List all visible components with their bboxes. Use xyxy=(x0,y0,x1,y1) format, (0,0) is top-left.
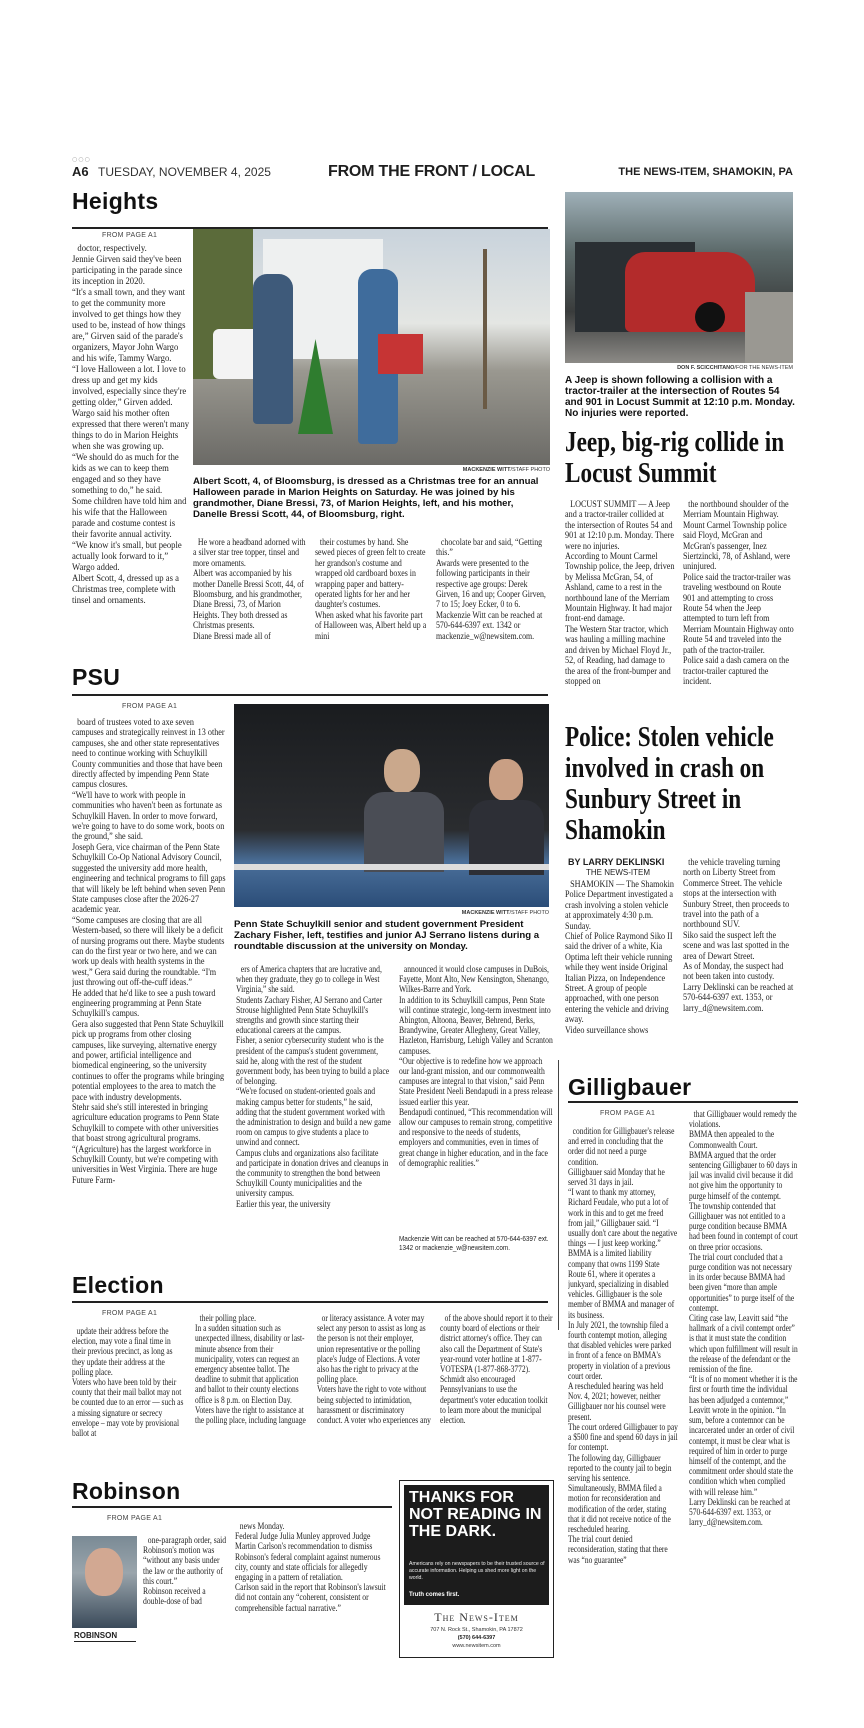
robinson-headshot xyxy=(72,1536,137,1628)
heights-column-3: chocolate bar and said, “Getting this.” Awards were presented to the following participants in their respective age groups: Derek Girven, 16 and up; Cooper Girven, 7 to 15; Joey Ecker, 0 to 6. Mackenzie Witt can be reached at 570-644-6397 ext. 1342 or mackenzie_w@newsitem.com. xyxy=(436,538,546,642)
photo-credit xyxy=(600,365,793,372)
robinson-section-title: Robinson xyxy=(72,1478,181,1504)
gilligbauer-column-1: condition for Gilligbauer's release and erred in concluding that the order did not need a purge condition. Gilligbauer said Monday that he served 31 days in jail. “I want to thank my attorney, Richard Feudale, who put a lot of work in this and to get me freed from jail,” Gilligbauer said. “I usually don't care about the negative things — I just keep working.” BMMA is a limited liability company that owns 1199 State Route 61, where it operates a junkyard, specializing in disabled vehicles. Gilligbauer is the sole member of BMMA and manager of its business. In July 2021, the township filed a fourth contempt motion, alleging that disabled vehicles were parked in front of a fence on BMMA's property in violation of a previous court order. A rescheduled hearing was held Nov. 4, 2021; however, neither Gilligbauer nor his counsel were present. The court ordered Gilligbauer to pay a $500 fine and spend 60 days in jail for contempt. The following day, Gilligbauer reported to the county jail to begin serving his sentence. Simultaneously, BMMA filed a motion for reconsideration and modification of the order, stating that it did not receive notice of the rescheduled hearing. The trial court denied reconsideration, stating that there was “no guarantee” xyxy=(568,1127,678,1566)
paper-name: THE NEWS-ITEM, SHAMOKIN, PA xyxy=(618,166,793,178)
jump-label: FROM PAGE A1 xyxy=(600,1110,656,1117)
divider xyxy=(72,1506,392,1508)
photo-credit xyxy=(400,467,550,474)
election-column-1: update their address before the election, may vote a final time in their previous precinct, as long as they update their address at the polling place. Voters who have been told by their county that their mail ballot may not be counted due to an error — such as a missing signature or secrecy envelope – may vote by provisional ballot at xyxy=(72,1327,184,1440)
photo-caption: Albert Scott, 4, of Bloomsburg, is dressed as a Christmas tree for an annual Halloween parade in Marion Heights on Saturday. He was joined by his grandmother, Diane Bressi, 73, of Marion Heights, left, and his mother, Danelle Bressi Scott, 44, of Bloomsburg, right. xyxy=(193,476,539,520)
divider xyxy=(568,1101,798,1103)
robinson-column-2: news Monday. Federal Judge Julia Munley approved Judge Martin Carlson's recommendation to dismiss Robinson's federal complaint against numerous city, county and state officials for allegedly engaging in a pattern of retaliation. Carlson said in the report that Robinson's lawsuit did not contain any “coherent, consistent or comprehensible factual narrative.” xyxy=(235,1522,386,1614)
divider xyxy=(72,694,548,696)
gilligbauer-section-title: Gilligbauer xyxy=(568,1074,692,1100)
ad-logo: The News-Item xyxy=(434,1610,519,1624)
byline: BY LARRY DEKLINSKI xyxy=(568,857,665,867)
heights-column-2: their costumes by hand. She sewed pieces of green felt to create her grandson's costume and wrapped old cardboard boxes in wrapping paper and battery-operated lights for her and her daughter's costumes. When asked what his favorite part of Halloween was, Albert held up a mini xyxy=(315,538,427,642)
heights-section-title: Heights xyxy=(72,188,159,214)
election-column-2: their polling place. In a sudden situation such as unexpected illness, disability or last-minute absence from their municipality, voters can request an emergency absentee ballot. The deadline to submit that application and ballot to their county elections office is 8 p.m. on Election Day. Voters have the right to assistance at the polling place, including language xyxy=(195,1314,306,1427)
jump-label: FROM PAGE A1 xyxy=(122,703,178,710)
heights-column-1: He wore a headband adorned with a silver star tree topper, tinsel and more ornaments. Albert was accompanied by his mother Danelle Bressi Scott, 44, of Bloomsburg, and his grandmother, Diane Bressi, 73, of Marion Heights. They both dressed as Christmas presents. Diane Bressi made all of xyxy=(193,538,306,642)
election-column-3: or literacy assistance. A voter may select any person to assist as long as the person is not their employer, union representative or the polling place's Judge of Elections. A voter also has the right to privacy at the polling place. Voters have the right to vote without being subjected to intimidation, harassment or discriminatory conduct. A voter who experiences any xyxy=(317,1314,431,1427)
photo-caption: Penn State Schuylkill senior and student government President Zachary Fisher, left, testifies and junior AJ Serrano listens during a roundtable discussion at the university on Monday. xyxy=(234,919,540,952)
police-column-2: the vehicle traveling turning north on Liberty Street from Commerce Street. The vehicle stops at the intersection with Sunbury Street, then proceeds to travel into the path of a northbound SUV. Siko said the suspect left the scene and was last spotted in the area of Dewart Street. As of Monday, the suspect had not been taken into custody. Larry Deklinski can be reached at 570-644-6397 ext. 1353, or larry_d@newsitem.com. xyxy=(683,858,794,1014)
credit-name: MACKENZIE WITT xyxy=(461,910,510,916)
halloween-parade-photo xyxy=(193,229,550,465)
police-headline: Police: Stolen vehicle involved in crash on Sunbury Street in Shamokin xyxy=(565,721,774,846)
issue-date: TUESDAY, NOVEMBER 4, 2025 xyxy=(98,165,271,179)
jump-label: FROM PAGE A1 xyxy=(102,1310,158,1317)
roundtable-photo xyxy=(234,704,549,907)
newspaper-ad[interactable] xyxy=(399,1480,554,1658)
jeep-column-1: LOCUST SUMMIT — A Jeep and a tractor-trailer collided at the intersection of Routes 54 and 901 at 12:10 p.m. Monday. There were no injuries. According to Mount Carmel Township police, the Jeep, driven by Melissa McGran, 54, of Ashland, came to a rest in the northbound lane of the Merriam Mountain Highway. It had major front-end damage. The Western Star tractor, which was hauling a milling machine and driven by Michael Floyd Jr., 52, of Reading, had damage to the area of the front-bumper and stopped on xyxy=(565,500,675,687)
divider xyxy=(72,1301,548,1303)
jeep-headline: Jeep, big-rig collide in Locust Summit xyxy=(565,426,785,489)
section-title: FROM THE FRONT / LOCAL xyxy=(328,163,536,180)
credit-name: MACKENZIE WITT xyxy=(462,467,511,473)
jump-label: FROM PAGE A1 xyxy=(102,232,158,239)
psu-column-3: Mackenzie Witt can be reached at 570-644-6397 ext. 1342 or mackenzie_w@newsitem.com. xyxy=(399,1234,549,1252)
gilligbauer-column-2: that Gilligbauer would remedy the violations. BMMA then appealed to the Commonwealth Court. BMMA argued that the order sentencing Gilligbauer to 60 days in jail was invalid civil because it did not give him the opportunity to purge himself of the contempt. The township contended that Gilligbauer was not entitled to a purge condition because BMMA had been found in contempt of court on three prior occasions. The trial court concluded that a purge condition was not necessary in its order because BMMA had been given “more than ample opportunities” to purge itself of the contempt. Citing case law, Leavitt said “the hallmark of a civil contempt order” is that it must state the condition which upon fulfillment will result in the release of the defendant or the remission of the fine. “It is of no moment whether it is the first or fourth time the individual has been adjudged a contemnor,” Leavitt wrote in the opinion. “In sum, before a contemnor can be incarcerated under an order of civil contempt, it must be clear what is required of him in order to purge himself of the contempt, and the commitment order should state the condition which when complied with will release him.” Larry Deklinski can be reached at 570-644-6397 ext. 1353, or larry_d@newsitem.com. xyxy=(689,1110,798,1529)
ad-address: 707 N. Rock St., Shamokin, PA 17872 xyxy=(430,1627,523,1633)
ad-body: Americans rely on newspapers to be their trusted source of accurate information. Helping us shed more light on the world. xyxy=(409,1561,545,1581)
election-column-4: of the above should report it to their county board of elections or their district attorney's office. They can also call the Department of State's year-round voter hotline at 1-877-VOTESPA (1-877-868-3772). Schmidt also encouraged Pennsylvanians to use the department's voter education toolkit to learn more about the municipal election. xyxy=(440,1314,553,1427)
credit-org: /STAFF PHOTO xyxy=(509,910,549,916)
credit-org: /FOR THE NEWS-ITEM xyxy=(734,365,793,371)
photo-credit xyxy=(399,910,549,917)
psu-left-column: board of trustees voted to axe seven campuses and strategically reinvest in 13 other campuses, she and other state representatives need to continue working with Schuylkill County communities and those that have been directly affected by impending Penn State campus closures. “We'll have to work with people in communities who haven't been as fortunate as Schuylkill Haven. In order to move forward, we're going to have to do some work, boots on the ground,” she said. Joseph Gera, vice chairman of the Penn State Schuylkill Co-Op National Advisory Council, suggested the university add more health, engineering and technical programs to fill gaps that will likely be left behind when seven Penn State campuses close after the 2026-27 academic year. “Some campuses are closing that are all Western-based, so there will likely be a deficit of nursing programs out there. Maybe students can do the first year or two here, and we can work up deals with health systems in the west,” Gera said during the roundtable. “I'm just throwing out off-the-cuff ideas.” He added that he'd like to see a push toward engineering programming at Penn State Schuylkill's campus. Gera also suggested that Penn State Schuylkill pick up programs from other closing campuses, like surveying, alternative energy and power, artificial intelligence and biomedical engineering, so the university continues to offer the programs while bringing potential employees to the area to match the pace with industry developments. Stehr said she's still interested in bringing agriculture education programs to Penn State Schuylkill to compete with other universities that boast strong agricultural programs. “(Agriculture) has the largest workforce in Schuylkill County, but we're competing with universities in West Virginia. There are huge Future Farm- xyxy=(72,718,226,1186)
photo-caption: A Jeep is shown following a collision with a tractor-trailer at the intersection of Routes 54 and 901 in Locust Summit at 12:10 p.m. Monday. No injuries were reported. xyxy=(565,375,795,419)
election-section-title: Election xyxy=(72,1272,164,1298)
jeep-crash-photo xyxy=(565,192,793,363)
page-dots-icon: ○○○ xyxy=(72,156,91,163)
psu-column-1: ers of America chapters that are lucrative and, when they graduate, they go to college in West Virginia,” she said. Students Zachary Fisher, AJ Serrano and Carter Strouse highlighted Penn State Schuylkill's strengths and growth since starting their educational careers at the campus. Fisher, a senior cybersecurity student who is the president of the campus's student government, said he, along with the rest of the student government body, has been trying to build a place of belonging. “We're focused on student-oriented goals and making campus better for students,” he said, adding that the student government worked with the administration to design and build a new game room on campus to give students a place to unwind and connect. Campus clubs and organizations also facilitate and participate in donation drives and cleanups in the community to strengthen the bond between Schuylkill County municipalities and the university campus. Earlier this year, the university xyxy=(236,965,391,1210)
heights-left-column: doctor, respectively. Jennie Girven said they've been participating in the parade since its inception in 2020. “It's a small town, and they want to get the community more involved to get things how they used to be, instead of how things are,” Girven said of the parade's organizers, Mayor John Wargo and his wife, Tammy Wargo. “I love Halloween a lot. I love to dress up and get my kids involved, especially since they're getting older,” Girven added. Wargo said his mother often expressed that there weren't many things to do in Marion Heights when she was growing up. “We should do as much for the kids as we can to keep them engaged and so they have something to do,” he said. Some children have told him and his wife that the Halloween parade and costume contest is their favorite annual activity. “We know it's small, but people actually look forward to it,” Wargo added. Albert Scott, 4, dressed up as a Christmas tree, complete with tinsel and ornaments. xyxy=(72,243,190,606)
credit-name: DON F. SCICCHITANO xyxy=(677,365,735,371)
column-divider xyxy=(558,1060,559,1330)
page-number: A6 xyxy=(72,164,89,179)
ad-url[interactable]: www.newsitem.com xyxy=(452,1643,501,1649)
ad-phone: (570) 644-6397 xyxy=(457,1635,496,1641)
psu-column-2: announced it would close campuses in DuBois, Fayette, Mont Alto, New Kensington, Shenango, Wilkes-Barre and York. In addition to its Schuylkill campus, Penn State will continue strategic, long-term investment into Abington, Altoona, Beaver, Behrend, Berks, Brandywine, Greater Allegheny, Great Valley, Hazleton, Harrisburg, Lehigh Valley and Scranton campuses. “Our objective is to redefine how we approach our land-grant mission, and our commonwealth campuses are integral to that vision,” said Penn State President Neeli Bendapudi in a press release issued earlier this year. Bendapudi continued, “This recommendation will allow our campuses to remain strong, competitive and responsive to the needs of students, employers and communities, even in times of great change in higher education, and in the face of demographic realities.” xyxy=(399,965,553,1169)
jump-label: FROM PAGE A1 xyxy=(107,1515,163,1522)
ad-tagline: Truth comes first. xyxy=(409,1592,460,1598)
photo-label: ROBINSON xyxy=(74,1631,136,1642)
jeep-column-2: the northbound shoulder of the Merriam Mountain Highway. Mount Carmel Township police said Floyd, McGran and McGran's passenger, Inez Siertzincki, 78, of Ashland, were uninjured. Police said the tractor-trailer was traveling westbound on Route 901 and attempting to cross Route 54 when the Jeep attempted to turn left from Merriam Mountain Highway onto Route 54 and traveled into the path of the tractor-trailer. Police said a dash camera on the tractor-trailer captured the incident. xyxy=(683,500,794,687)
credit-org: /STAFF PHOTO xyxy=(510,467,550,473)
ad-headline: THANKS FOR NOT READING IN THE DARK. xyxy=(409,1489,542,1540)
psu-section-title: PSU xyxy=(72,664,121,690)
police-column-1: SHAMOKIN — The Shamokin Police Department investigated a crash involving a stolen vehicle at approximately 4:30 p.m. Sunday. Chief of Police Raymond Siko II said the driver of a white, Kia Optima left their vehicle running while they went inside Original Italian Pizza, on Independence Street. A group of people approached, with one person entering the vehicle and driving away. Video surveillance shows xyxy=(565,880,674,1036)
robinson-column-1: one-paragraph order, said Robinson's motion was “without any basis under the law or the authority of this court.” Robinson received a double-dose of bad xyxy=(143,1536,227,1608)
byline-org: THE NEWS-ITEM xyxy=(586,868,650,877)
